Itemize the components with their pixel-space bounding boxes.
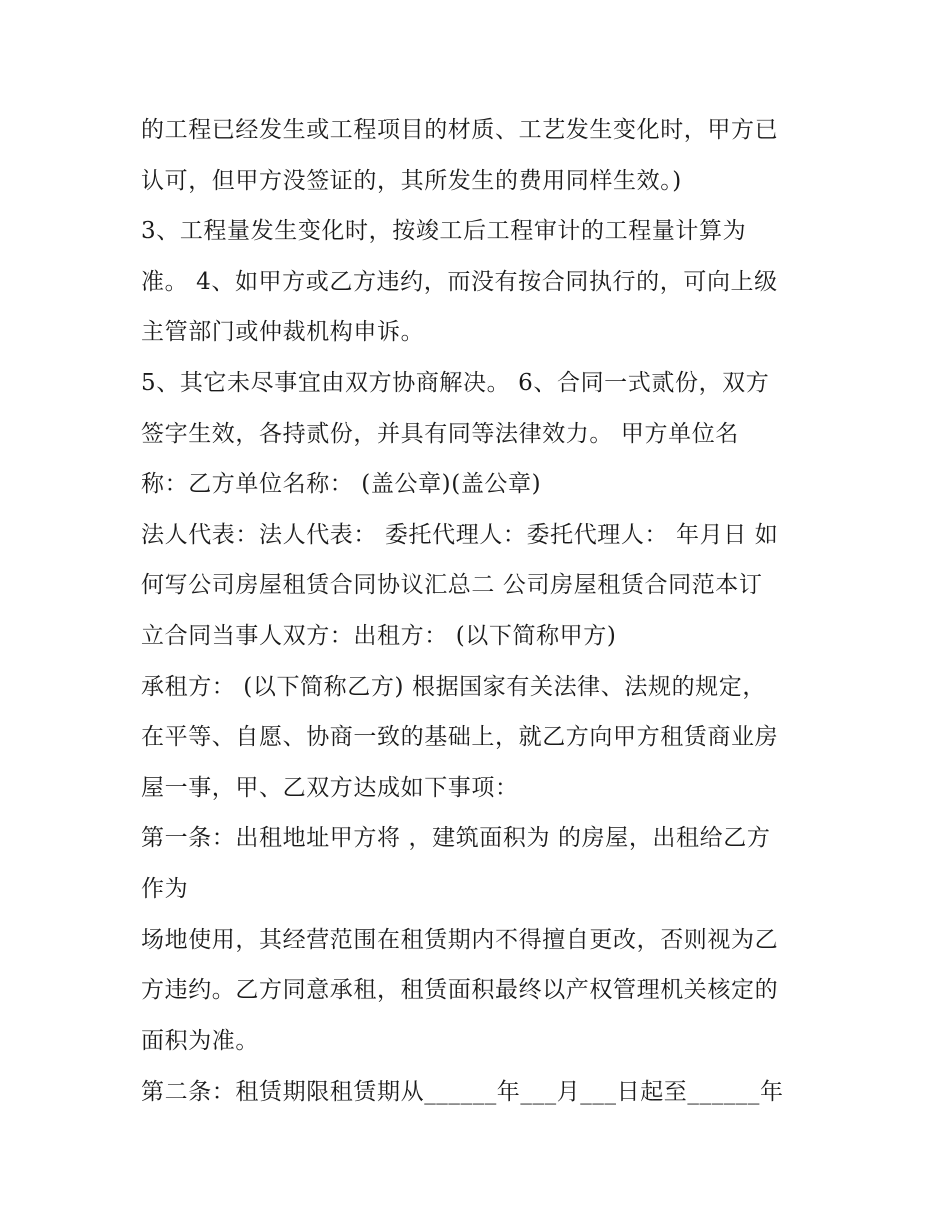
text-line-3: 3、工程量发生变化时，按竣工后工程审计的工程量计算为 <box>141 218 747 244</box>
text-line-14: 屋一事，甲、乙双方达成如下事项： <box>141 775 519 801</box>
text-line-7: 签字生效，各持贰份，并具有同等法律效力。 甲方单位名 <box>141 421 739 447</box>
text-line-19: 面积为准。 <box>141 1028 259 1054</box>
text-line-2: 认可，但甲方没签证的，其所发生的费用同样生效。) <box>141 168 682 194</box>
text-line-10: 何写公司房屋租赁合同协议汇总二 公司房屋租赁合同范本订 <box>141 572 763 598</box>
text-line-8: 称：乙方单位名称： (盖公章)(盖公章) <box>141 471 542 497</box>
text-line-18: 方违约。乙方同意承租，租赁面积最终以产权管理机关核定的 <box>141 977 779 1003</box>
text-line-13: 在平等、自愿、协商一致的基础上，就乙方向甲方租赁商业房 <box>141 724 779 750</box>
text-line-15: 第一条：出租地址甲方将 ，建筑面积为 的房屋，出租给乙方 <box>141 825 771 851</box>
text-line-11: 立合同当事人双方：出租方： (以下简称甲方) <box>141 623 617 649</box>
text-line-20: 第二条：租赁期限租赁期从______年___月___日起至______年 <box>141 1079 784 1105</box>
text-line-4: 准。 4、如甲方或乙方违约，而没有按合同执行的，可向上级 <box>141 269 778 295</box>
text-line-5: 主管部门或仲裁机构申诉。 <box>141 319 425 345</box>
text-line-16: 作为 <box>141 876 189 902</box>
text-line-1: 的工程已经发生或工程项目的材质、工艺发生变化时，甲方已 <box>141 117 779 143</box>
text-line-6: 5、其它未尽事宜由双方协商解决。 6、合同一式贰份，双方 <box>141 370 770 396</box>
text-line-17: 场地使用，其经营范围在租赁期内不得擅自更改，否则视为乙 <box>141 927 779 953</box>
text-line-9: 法人代表：法人代表： 委托代理人：委托代理人： 年月日 如 <box>141 522 779 548</box>
text-line-12: 承租方： (以下简称乙方) 根据国家有关法律、法规的规定， <box>141 674 766 700</box>
